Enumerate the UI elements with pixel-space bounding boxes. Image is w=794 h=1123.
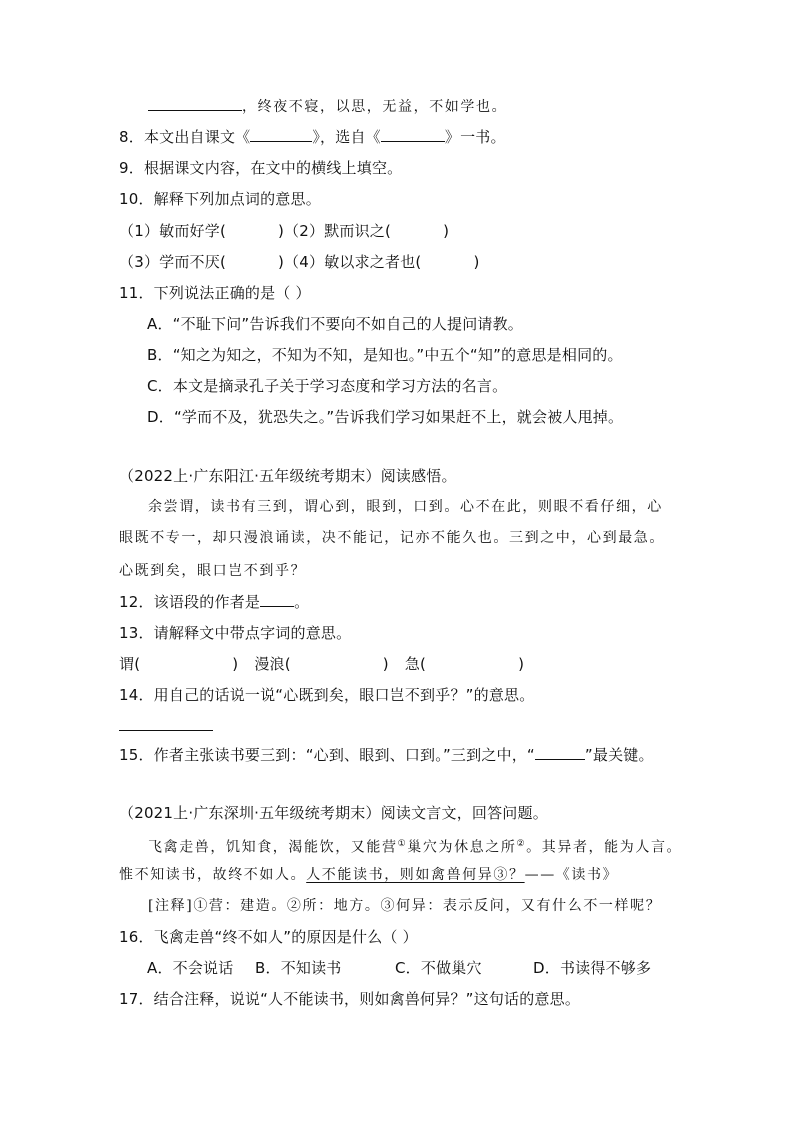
option-b[interactable]: B．不知读书 [255,959,342,977]
fill-blank[interactable] [250,127,312,142]
annotation-note: [注释]①营：建造。②所：地方。③何异：表示反问，又有什么不一样呢？ [148,898,662,914]
fill-blank[interactable] [535,745,585,760]
question-8: 8．本文出自课文《 》，选自《 》一书。 [119,128,506,146]
question-9: 9．根据课文内容，在文中的横线上填空。 [119,159,403,177]
passage-line: 眼既不专一，却只漫浪诵读，决不能记，记亦不能久也。三到之中，心到最急。 [119,530,665,546]
passage-line: 余尝谓，读书有三到，谓心到，眼到，口到。心不在此，则眼不看仔细，心 [148,499,663,515]
question-13: 13．请解释文中带点字词的意思。 [119,624,352,642]
fill-blank[interactable] [260,592,294,607]
question-14: 14．用自己的话说一说“心既到矣，眼口岂不到乎？”的意思。 [119,686,535,704]
passage-line: 心既到矣，眼口岂不到乎？ [119,563,307,579]
option-d[interactable]: D．书读得不够多 [533,959,652,977]
option-a[interactable]: A．不会说话 [147,959,234,977]
question-15: 15．作者主张读书要三到：“心到、眼到、口到。”三到之中，“ ”最关键。 [119,746,654,764]
question-10-row-2: （3）学而不厌( )（4）敏以求之者也( ) [119,253,480,271]
fill-blank[interactable] [148,96,242,111]
question-10-row-1: （1）敏而好学( )（2）默而识之( ) [119,222,450,240]
option-d[interactable]: D．“学而不及，犹恐失之。”告诉我们学习如果赶不上，就会被人甩掉。 [147,408,624,426]
passage-line: 飞禽走兽，饥知食，渴能饮，又能营①巢穴为休息之所②。其异者，能为人言。 [148,839,683,856]
question-13-row: 谓( ) 漫浪( ) 急( ) [119,655,525,673]
question-16-options [147,958,651,978]
option-c[interactable]: C．不做巢穴 [395,959,482,977]
question-12: 12．该语段的作者是 。 [119,593,310,611]
passage-fill-line: ，终夜不寝，以思，无益，不如学也。 [148,96,507,117]
underlined-sentence: 人不能读书，则如禽兽何异③？ [306,867,525,883]
fill-blank[interactable] [119,716,213,731]
option-a[interactable]: A．“不耻下问”告诉我们不要向不如自己的人提问请教。 [147,315,524,333]
question-11: 11．下列说法正确的是（ ） [119,284,311,302]
question-16: 16．飞禽走兽“终不如人”的原因是什么（ ） [119,928,418,946]
question-10: 10．解释下列加点词的意思。 [119,190,321,208]
passage-line: 惟不知读书，故终不如人。人不能读书，则如禽兽何异③？——《读书》 [119,867,619,883]
question-17: 17．结合注释，说说“人不能读书，则如禽兽何异？”这句话的意思。 [119,990,581,1008]
source-heading: （2022上·广东阳江·五年级统考期末）阅读感悟。 [119,467,457,485]
answer-line[interactable] [119,716,213,736]
source-heading: （2021上·广东深圳·五年级统考期末）阅读文言文，回答问题。 [119,804,548,822]
fill-blank[interactable] [381,127,445,142]
option-b[interactable]: B．“知之为知之，不知为不知，是知也。”中五个“知”的意思是相同的。 [147,346,623,364]
option-c[interactable]: C．本文是摘录孔子关于学习态度和学习方法的名言。 [147,377,508,395]
